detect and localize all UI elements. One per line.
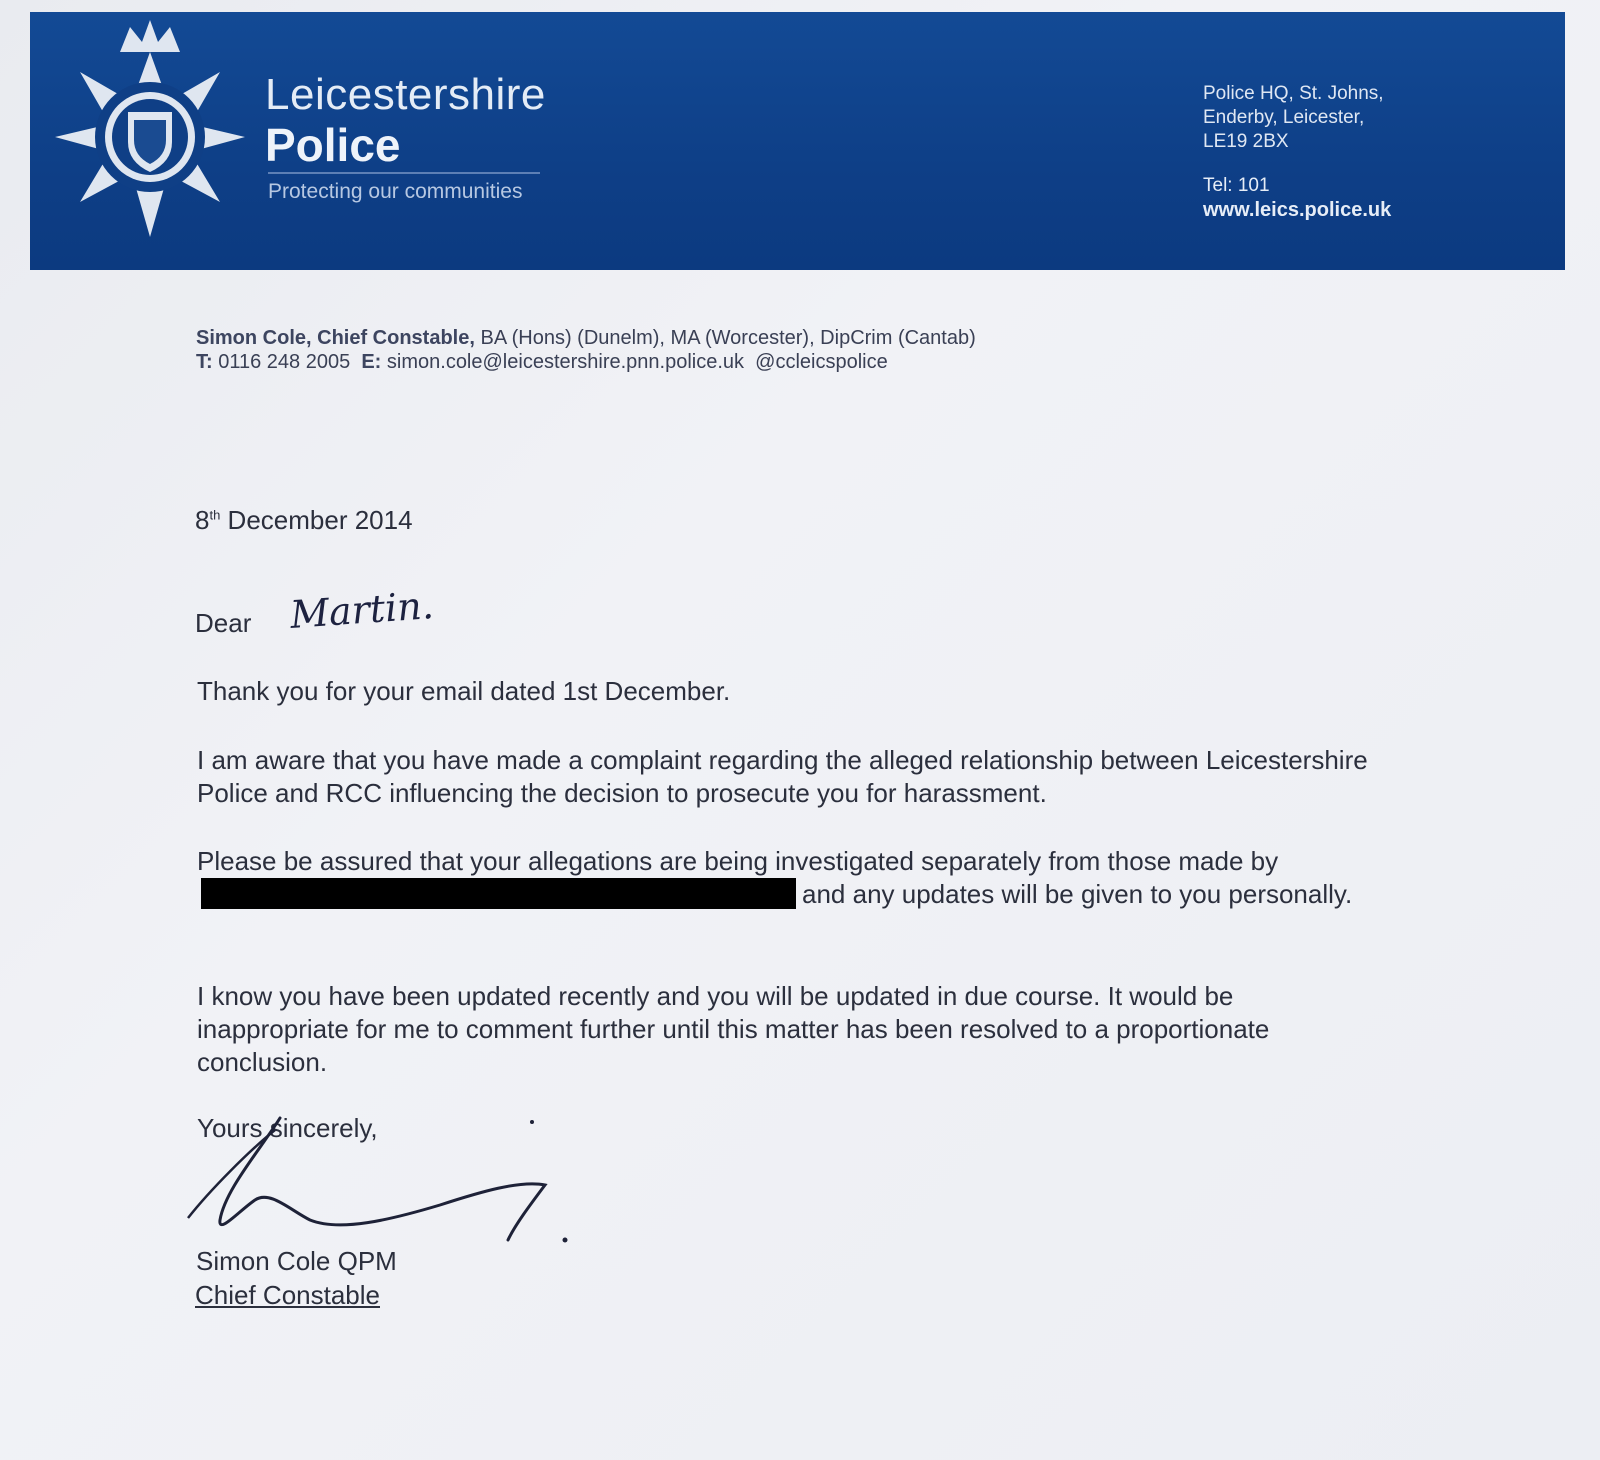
email-label: E: bbox=[361, 351, 382, 373]
paragraph-2: I am aware that you have made a complaint regarding the alleged relationship between Leicestershire Police and RCC influencing the decision to prosecute you for harassment. bbox=[197, 745, 1368, 808]
hq-address bbox=[1203, 82, 1384, 154]
org-name-line1: Leicestershire bbox=[265, 70, 546, 119]
paragraph-4: I know you have been updated recently and you will be updated in due course. It would be inappropriate for me to comment further until this matter has been resolved to a proportionate conclusion. bbox=[197, 981, 1270, 1077]
sender-twitter[interactable]: @ccleicspolice bbox=[755, 351, 888, 373]
sender-qualifications: BA (Hons) (Dunelm), MA (Worcester), DipCrim (Cantab) bbox=[480, 327, 976, 349]
sender-name-title: Simon Cole, Chief Constable, bbox=[196, 327, 475, 349]
signatory-name: Simon Cole QPM bbox=[196, 1246, 397, 1276]
handwritten-name: Martin. bbox=[288, 583, 436, 637]
sender-details bbox=[196, 326, 976, 374]
website-link[interactable]: www.leics.police.uk bbox=[1203, 199, 1392, 221]
closing: Yours sincerely, bbox=[197, 1113, 378, 1143]
address-line: Police HQ, St. Johns, bbox=[1203, 83, 1384, 104]
logo-divider bbox=[268, 172, 540, 174]
signature bbox=[180, 1110, 600, 1260]
contact-block bbox=[1203, 174, 1391, 222]
paragraph-3: Please be assured that your allegations are being investigated separately from those made byand any updates will be given to you personally. bbox=[197, 846, 1353, 909]
letter-date: 8th December 2014 bbox=[195, 505, 413, 535]
address-line: LE19 2BX bbox=[1203, 131, 1289, 152]
tel: Tel: 101 bbox=[1203, 175, 1270, 196]
police-crest-logo bbox=[50, 12, 250, 242]
tagline: Protecting our communities bbox=[268, 180, 523, 203]
paragraph-1: Thank you for your email dated 1st December. bbox=[197, 676, 731, 706]
tel-label: T: bbox=[196, 351, 213, 373]
signatory-title: Chief Constable bbox=[195, 1280, 380, 1310]
org-name-line2: Police bbox=[265, 119, 401, 171]
redaction-bar bbox=[201, 878, 796, 909]
address-line: Enderby, Leicester, bbox=[1203, 107, 1365, 128]
salutation: Dear bbox=[195, 608, 252, 638]
sender-email[interactable]: simon.cole@leicestershire.pnn.police.uk bbox=[386, 351, 745, 373]
sender-tel: 0116 248 2005 bbox=[218, 351, 351, 373]
